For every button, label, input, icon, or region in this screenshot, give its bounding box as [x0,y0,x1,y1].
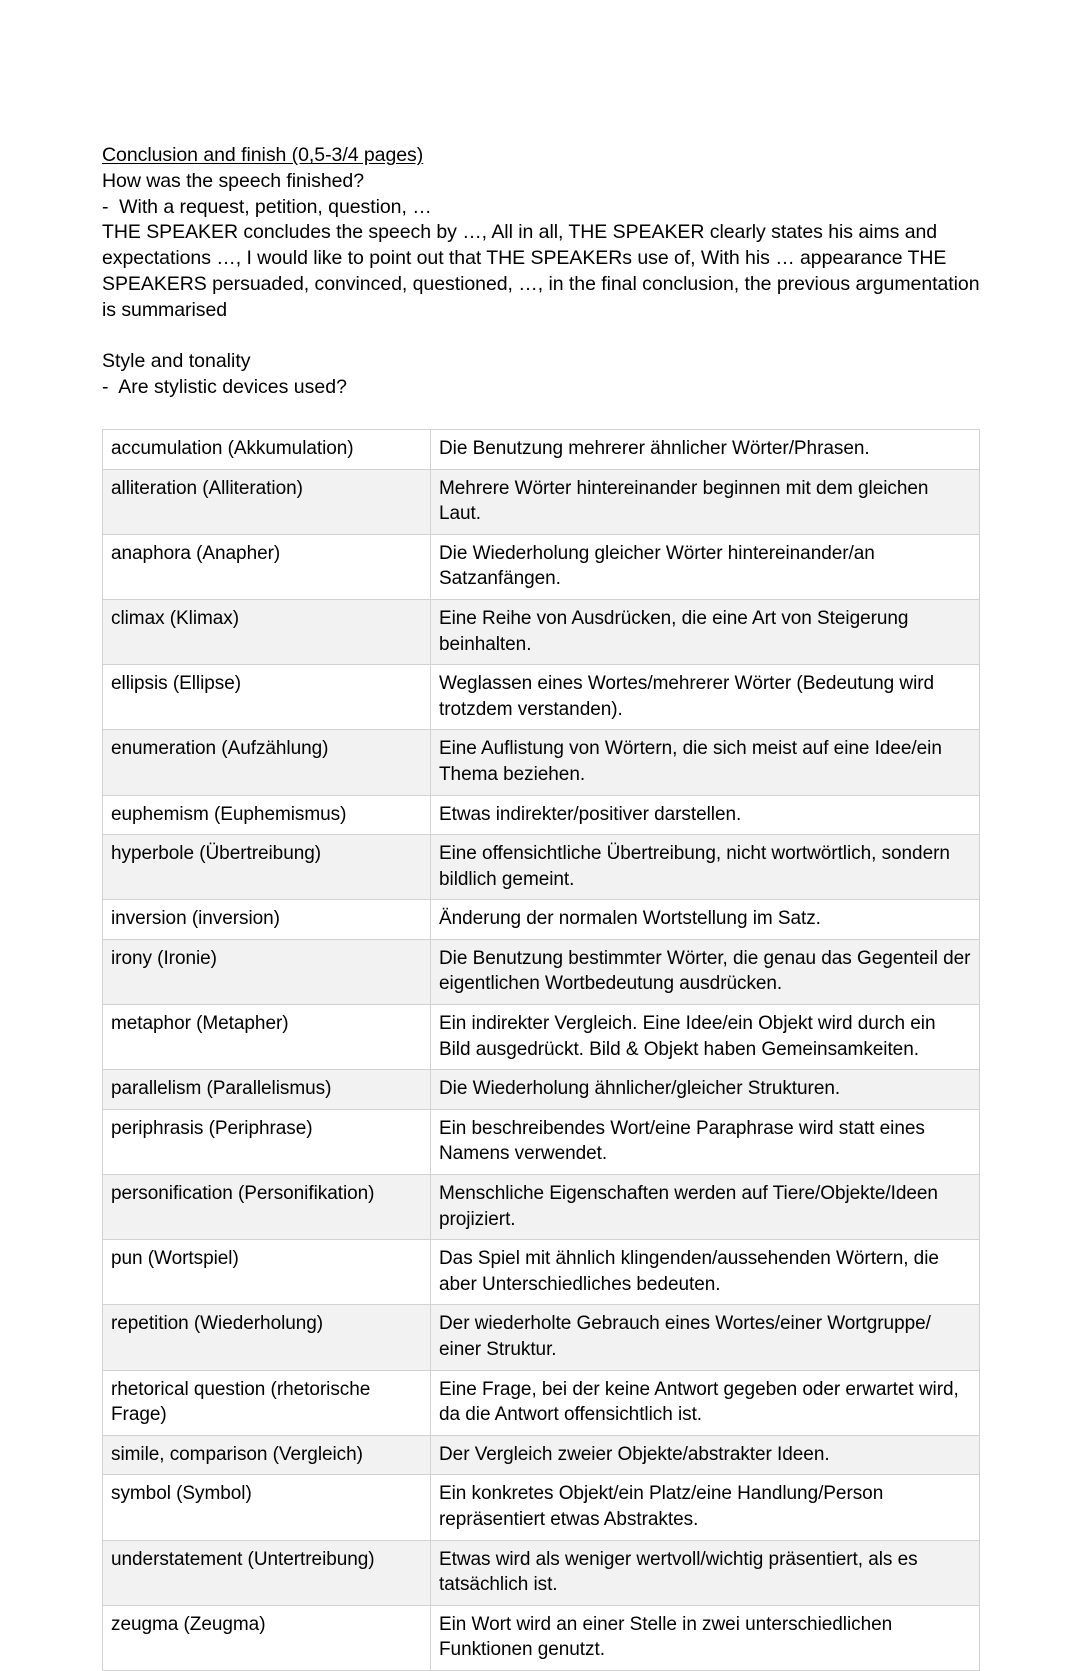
device-term-cell: pun (Wortspiel) [103,1240,431,1305]
device-definition-cell: Der Vergleich zweier Objekte/abstrakter Ideen. [431,1435,980,1475]
table-row [103,534,980,599]
device-term-cell: ellipsis (Ellipse) [103,665,431,730]
device-definition-cell: Menschliche Eigenschaften werden auf Tiere/Objekte/Ideen projiziert. [431,1175,980,1240]
device-term-cell: periphrasis (Periphrase) [103,1109,431,1174]
device-term-cell: alliteration (Alliteration) [103,469,431,534]
intro-bullet: - With a request, petition, question, … [102,195,432,218]
table-row [103,1435,980,1475]
table-row [103,730,980,795]
paragraph-spacer [102,324,982,350]
intro-paragraph: THE SPEAKER concludes the speech by …, All in all, THE SPEAKER clearly states his aims and expectations …, I would like to point out that THE SPEAKERs use of, With his … appearance THE SPEAKERS persuaded, convinced, questioned, …, in the final conclusion, the previous argumentation is summarised [102,221,980,321]
table-row [103,1109,980,1174]
device-term-cell: zeugma (Zeugma) [103,1605,431,1670]
device-definition-cell: Eine Frage, bei der keine Antwort gegeben oder erwartet wird, da die Antwort offensichtlich ist. [431,1370,980,1435]
document-content [102,143,982,1671]
device-term-cell: accumulation (Akkumulation) [103,429,431,469]
section-heading-style: Style and tonality [102,350,251,373]
device-term-cell: inversion (inversion) [103,900,431,940]
device-definition-cell: Etwas indirekter/positiver darstellen. [431,795,980,835]
stylistic-devices-table [102,429,980,1671]
device-term-cell: climax (Klimax) [103,599,431,664]
table-row [103,429,980,469]
device-term-cell: hyperbole (Übertreibung) [103,835,431,900]
device-definition-cell: Etwas wird als weniger wertvoll/wichtig präsentiert, als es tatsächlich ist. [431,1540,980,1605]
device-term-cell: understatement (Untertreibung) [103,1540,431,1605]
device-term-cell: symbol (Symbol) [103,1475,431,1540]
style-bullet: - Are stylistic devices used? [102,376,347,399]
device-definition-cell: Eine offensichtliche Übertreibung, nicht wortwörtlich, sondern bildlich gemeint. [431,835,980,900]
table-row [103,1370,980,1435]
style-section-block [102,349,982,401]
table-row [103,939,980,1004]
device-definition-cell: Die Benutzung mehrerer ähnlicher Wörter/Phrasen. [431,429,980,469]
device-term-cell: anaphora (Anapher) [103,534,431,599]
device-definition-cell: Der wiederholte Gebrauch eines Wortes/einer Wortgruppe/ einer Struktur. [431,1305,980,1370]
device-definition-cell: Eine Reihe von Ausdrücken, die eine Art von Steigerung beinhalten. [431,599,980,664]
device-term-cell: enumeration (Aufzählung) [103,730,431,795]
table-row [103,835,980,900]
table-row [103,1240,980,1305]
intro-block [102,143,982,324]
device-definition-cell: Mehrere Wörter hintereinander beginnen mit dem gleichen Laut. [431,469,980,534]
table-row [103,1070,980,1110]
section-heading-conclusion: Conclusion and finish (0,5-3/4 pages) [102,144,424,166]
device-term-cell: simile, comparison (Vergleich) [103,1435,431,1475]
device-definition-cell: Die Benutzung bestimmter Wörter, die genau das Gegenteil der eigentlichen Wortbedeutung ausdrücken. [431,939,980,1004]
device-term-cell: metaphor (Metapher) [103,1005,431,1070]
table-row [103,1540,980,1605]
table-row [103,1005,980,1070]
device-definition-cell: Ein konkretes Objekt/ein Platz/eine Handlung/Person repräsentiert etwas Abstraktes. [431,1475,980,1540]
table-row [103,795,980,835]
table-row [103,1475,980,1540]
device-definition-cell: Die Wiederholung ähnlicher/gleicher Strukturen. [431,1070,980,1110]
device-definition-cell: Ein Wort wird an einer Stelle in zwei unterschiedlichen Funktionen genutzt. [431,1605,980,1670]
device-term-cell: personification (Personifikation) [103,1175,431,1240]
table-row [103,1175,980,1240]
device-definition-cell: Eine Auflistung von Wörtern, die sich meist auf eine Idee/ein Thema beziehen. [431,730,980,795]
device-term-cell: repetition (Wiederholung) [103,1305,431,1370]
device-definition-cell: Die Wiederholung gleicher Wörter hintereinander/an Satzanfängen. [431,534,980,599]
device-term-cell: parallelism (Parallelismus) [103,1070,431,1110]
device-term-cell: rhetorical question (rhetorische Frage) [103,1370,431,1435]
table-row [103,599,980,664]
table-row [103,1605,980,1670]
device-definition-cell: Ein indirekter Vergleich. Eine Idee/ein Objekt wird durch ein Bild ausgedrückt. Bild & Objekt haben Gemeinsamkeiten. [431,1005,980,1070]
device-definition-cell: Änderung der normalen Wortstellung im Satz. [431,900,980,940]
table-row [103,665,980,730]
table-row [103,900,980,940]
device-term-cell: euphemism (Euphemismus) [103,795,431,835]
intro-question: How was the speech finished? [102,169,365,192]
device-definition-cell: Das Spiel mit ähnlich klingenden/aussehenden Wörtern, die aber Unterschiedliches bedeuten. [431,1240,980,1305]
table-row [103,469,980,534]
device-term-cell: irony (Ironie) [103,939,431,1004]
device-definition-cell: Weglassen eines Wortes/mehrerer Wörter (Bedeutung wird trotzdem verstanden). [431,665,980,730]
table-row [103,1305,980,1370]
device-definition-cell: Ein beschreibendes Wort/eine Paraphrase wird statt eines Namens verwendet. [431,1109,980,1174]
